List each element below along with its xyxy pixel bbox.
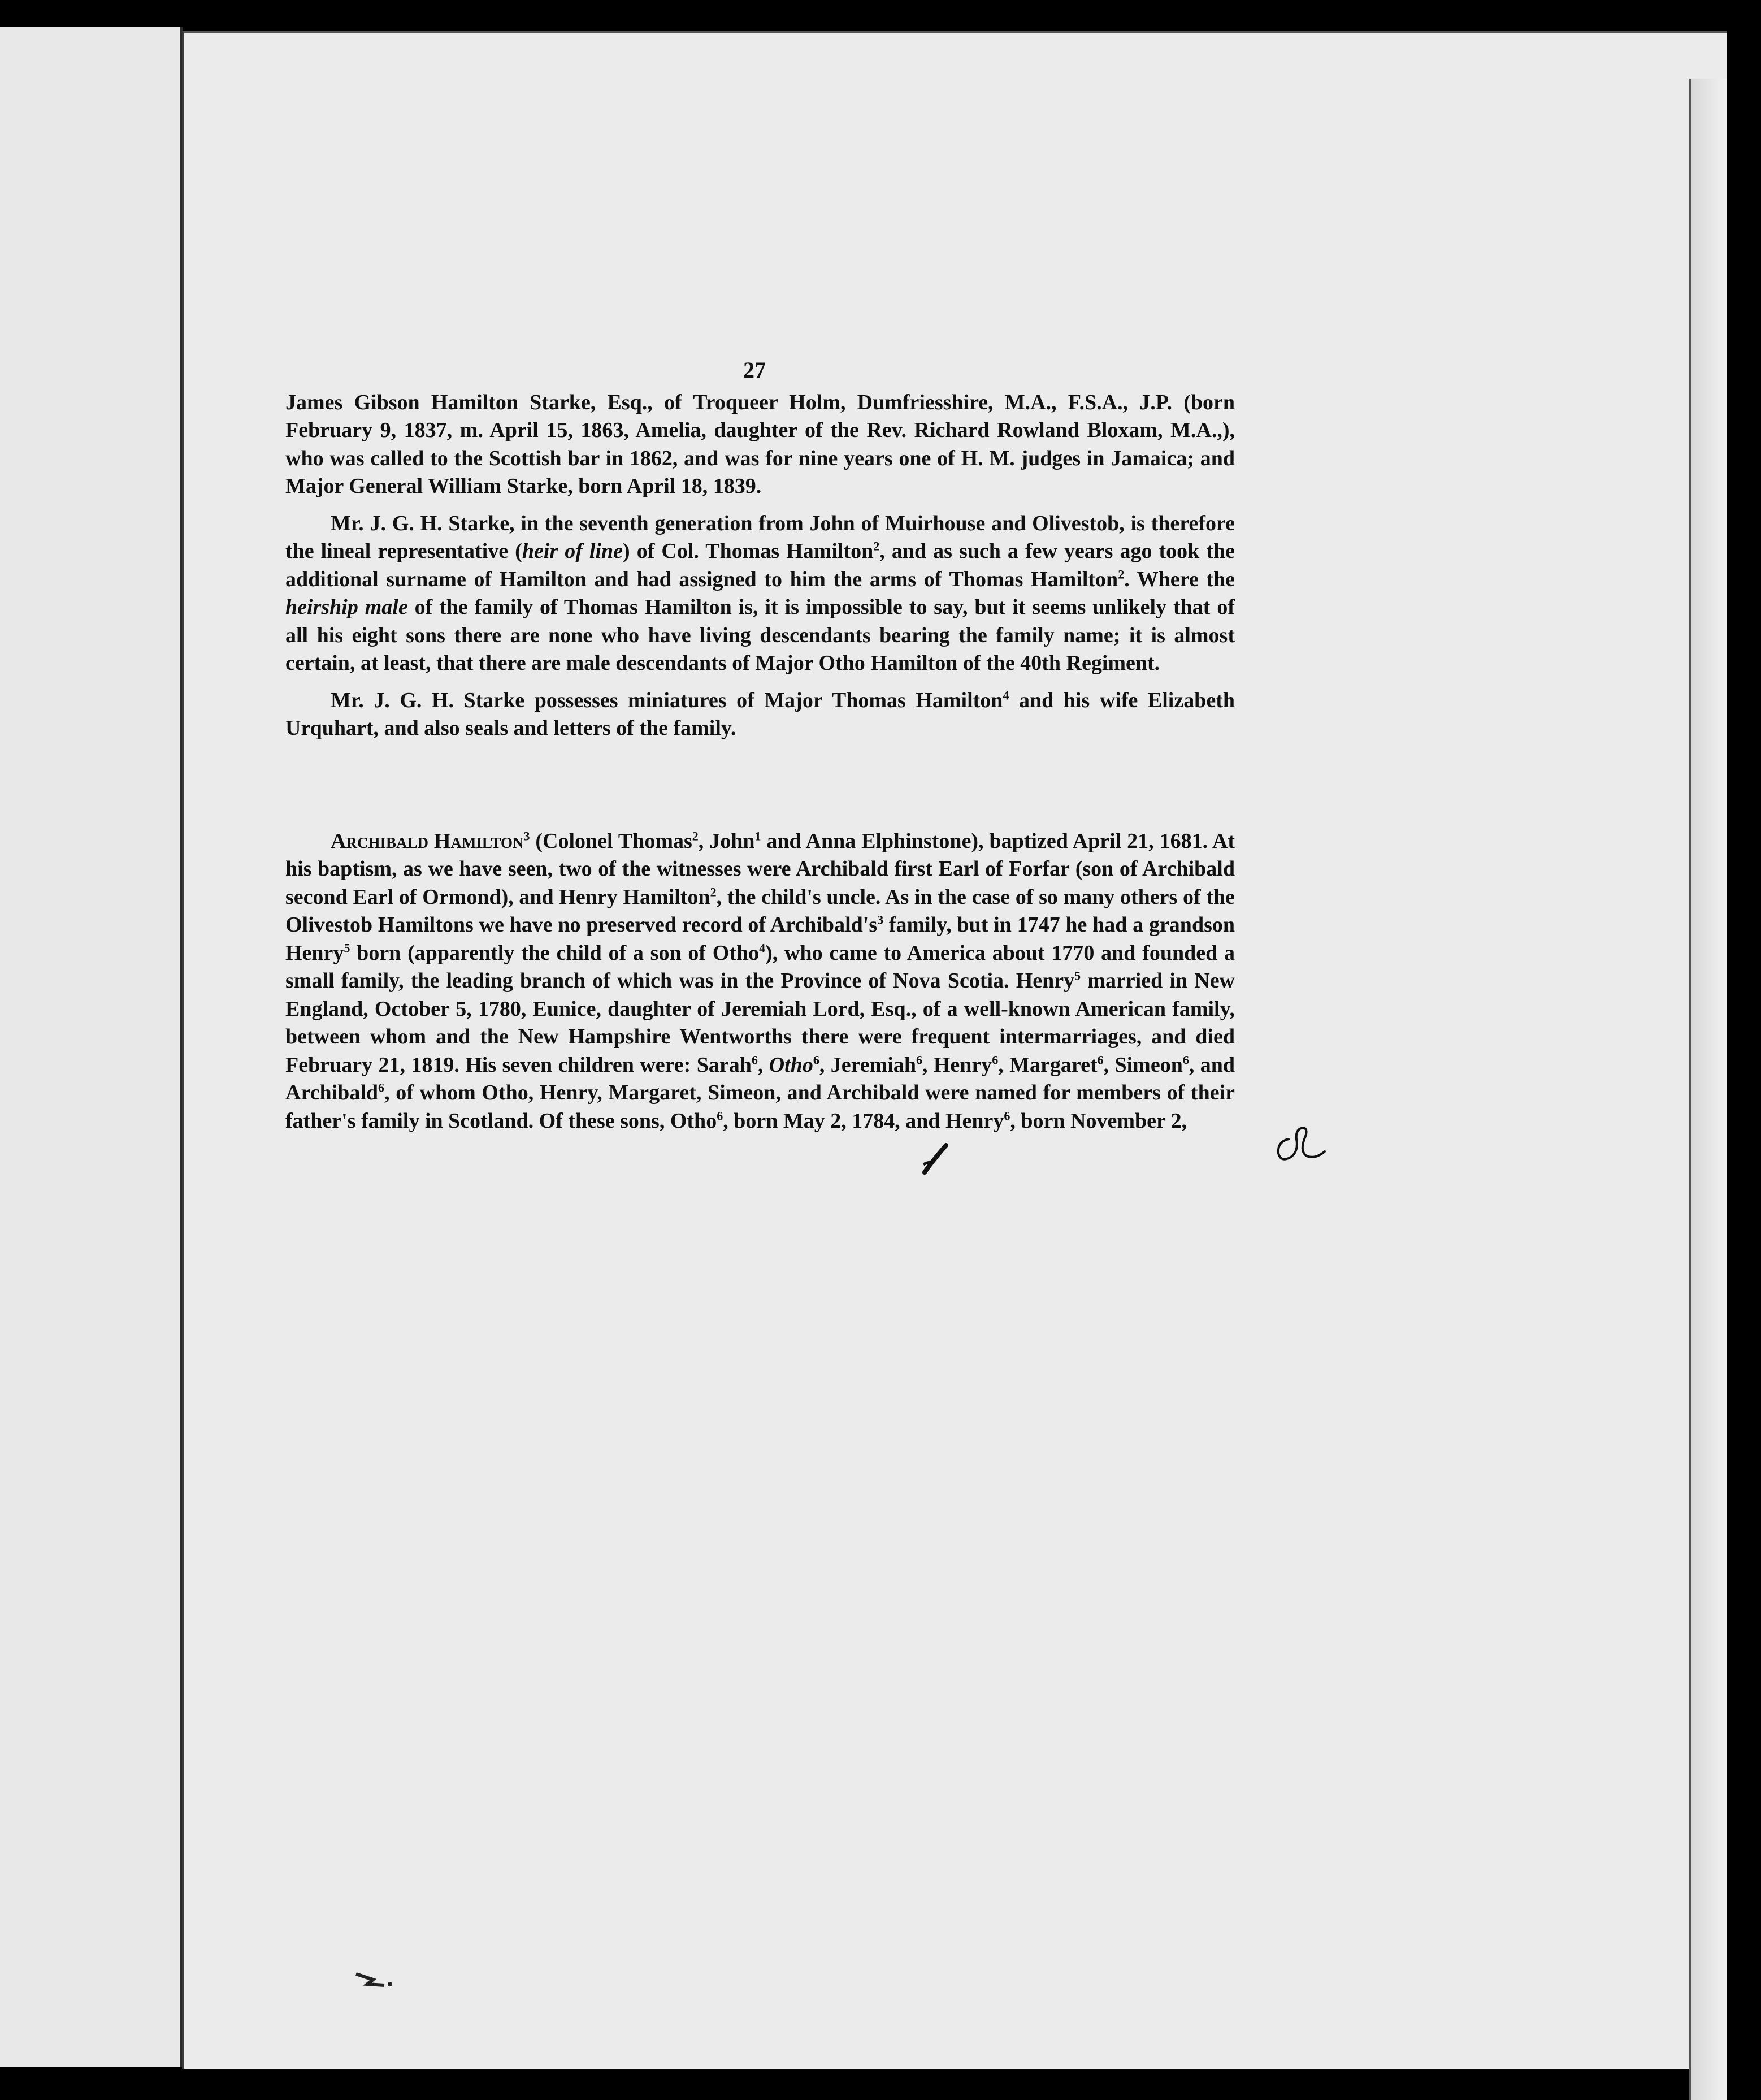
text-run: , of whom Otho, Henry, Margaret, Simeon, and Archibald were named for members of their father's family in Scotland. Of these sons, Otho	[285, 1081, 1235, 1133]
text-run: , Henry	[922, 1053, 992, 1077]
text-sup: 4	[759, 940, 766, 955]
text-run: family, but in 1747 he had a grandson Henry	[285, 913, 1235, 965]
text-run: of the family of Thomas Hamilton is, it is impossible to say, but it seems unlikely that of all his eight sons there are none who have living descendants bearing the family name; it is almost certain, at least, that there are male descendants of Major Otho Hamilton of the 40th Regiment.	[285, 595, 1235, 675]
page-text	[285, 356, 1235, 1135]
text-run: ) of Col. Thomas Hamilton	[623, 539, 874, 563]
text-sup: 6	[1097, 1052, 1104, 1067]
text-sup: 2	[1118, 566, 1125, 581]
page-number: 27	[743, 357, 766, 383]
scuff-mark-icon	[350, 1967, 396, 1990]
text-run: , John	[698, 829, 755, 853]
page-edge	[1689, 79, 1727, 2100]
text-sup: 4	[1003, 687, 1009, 702]
text-italic: Otho	[769, 1053, 813, 1077]
text-sup: 5	[344, 940, 350, 955]
text-run: married in New England, October 5, 1780, Eunice, daughter of Jeremiah Lord, Esq., of a well-known American family, between whom and the New Hampshire Wentworths there were frequent intermarriages, and died February 21, 1819. His seven children were: Sarah	[285, 969, 1235, 1077]
text-run: born (apparently the child of a son of Otho	[350, 941, 760, 965]
text-run: , born May 2, 1784, and Henry	[723, 1109, 1004, 1133]
paragraph	[285, 828, 1235, 1136]
text-italic: heirship male	[285, 595, 408, 619]
paragraph	[285, 389, 1235, 501]
text-sup: 6	[1004, 1108, 1010, 1123]
section-gap	[285, 743, 1235, 828]
text-italic: heir of line	[522, 539, 623, 563]
text-run: and his wife Elizabeth Urquhart, and also seals and letters of the family.	[285, 688, 1235, 740]
text-run: Mr. J. G. H. Starke, in the seventh generation from John of Muirhouse and Olivestob, is therefore the lineal representative (	[285, 511, 1235, 563]
text-run: Mr. J. G. H. Starke possesses miniatures of Major Thomas Hamilton	[331, 688, 1003, 712]
text-run: , and as such a few years ago took the additional surname of Hamilton and had assigned to him the arms of Thomas Hamilton	[285, 539, 1235, 591]
text-sup: 6	[916, 1052, 922, 1067]
text-sup: 6	[751, 1052, 758, 1067]
paragraph	[285, 510, 1235, 678]
text-sup: 5	[1074, 968, 1081, 983]
text-sup: 3	[523, 828, 530, 843]
text-sup: 1	[754, 828, 761, 843]
left-page-spine	[0, 27, 183, 2067]
text-run: , born November 2,	[1010, 1109, 1187, 1133]
text-sup: 6	[992, 1052, 999, 1067]
text-run: , Jeremiah	[819, 1053, 916, 1077]
text-sup: 6	[813, 1052, 819, 1067]
text-sup: 2	[710, 884, 717, 899]
text-sup: 2	[873, 539, 880, 553]
text-run: ), who came to America about 1770 and founded a small family, the leading branch of which was in the Province of Nova Scotia. Henry	[285, 941, 1235, 993]
text-run: , and Archibald	[285, 1053, 1235, 1105]
paragraph	[285, 687, 1235, 743]
text-run: and Anna Elphinstone), baptized April 21, 1681. At his baptism, as we have seen, two of the witnesses were Archibald first Earl of Forfar (son of Archibald second Earl of Ormond), and Henry Hamilton	[285, 829, 1235, 909]
text-run: James Gibson Hamilton Starke, Esq., of Troqueer Holm, Dumfriesshire, M.A., F.S.A., J.P. (born February 9, 1837, m. April 15, 1863, Amelia, daughter of the Rev. Richard Rowland Bloxam, M.A.,), who was called to the Scottish bar in 1862, and was for nine years one of H. M. judges in Jamaica; and Major General William Starke, born April 18, 1839.	[285, 390, 1235, 498]
text-run: , Simeon	[1103, 1053, 1183, 1077]
proofreader-mark-icon	[1272, 1122, 1328, 1167]
text-run: (Colonel Thomas	[530, 829, 692, 853]
text-run: , Margaret	[998, 1053, 1098, 1077]
text-sup: 6	[378, 1080, 385, 1095]
text-sup: 3	[877, 912, 884, 927]
text-sup: 2	[692, 828, 699, 843]
text-run: . Where the	[1124, 567, 1235, 591]
ink-strike-mark-icon	[921, 1142, 949, 1176]
text-sup: 6	[1182, 1052, 1189, 1067]
text-sup: 6	[717, 1108, 723, 1123]
text-run: , the child's uncle. As in the case of so many others of the Olivestob Hamiltons we have no preserved record of Archibald's	[285, 885, 1235, 937]
text-smallcaps: Archibald Hamilton	[331, 829, 524, 853]
text-run: ,	[757, 1053, 769, 1077]
